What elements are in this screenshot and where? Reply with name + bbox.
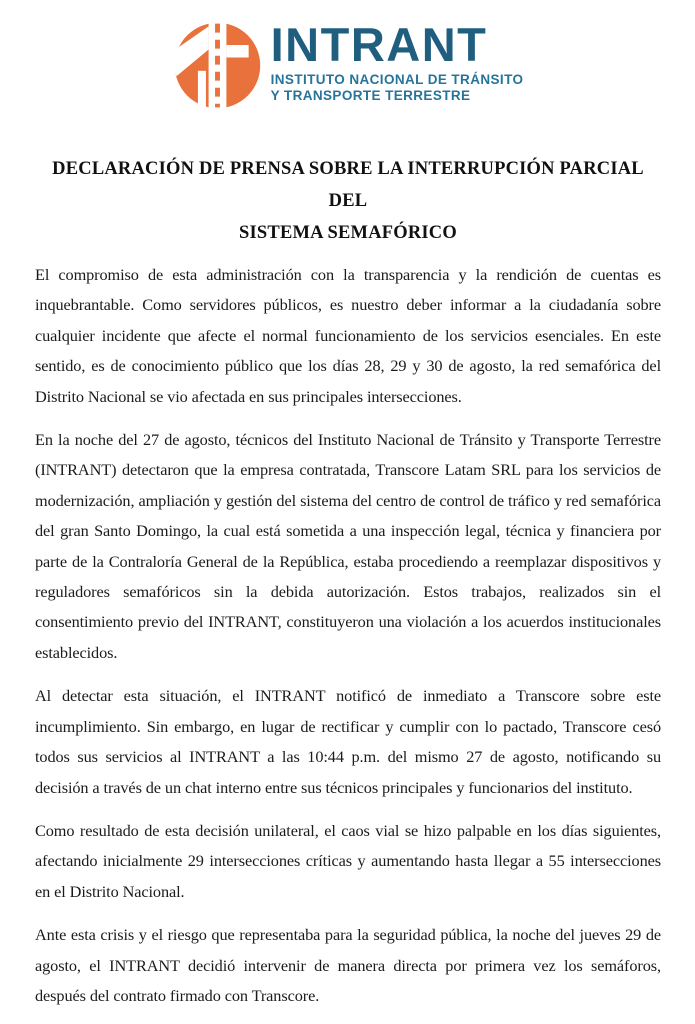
document-body: [35, 260, 661, 1011]
paragraph-4: Como resultado de esta decisión unilateral, el caos vial se hizo palpable en los días siguientes, afectando inicialmente 29 intersecciones críticas y aumentando hasta llegar a 55 intersecciones en el Distrito Nacional.: [35, 820, 661, 901]
paragraph-5: Ante esta crisis y el riesgo que representaba para la seguridad pública, la noche del jueves 29 de agosto, el INTRANT decidió intervenir de manera directa por primera vez los semáforos, después del contrato firmado con Transcore.: [35, 925, 661, 1005]
logo-wordmark: INTRANT: [270, 18, 488, 71]
logo-text-block: [271, 20, 524, 104]
paragraph-2: En la noche del 27 de agosto, técnicos del Instituto Nacional de Tránsito y Transporte Terrestre (INTRANT) detectaron que la empresa contratada, Transcore Latam SRL para los servicios de modernización, ampliación y gestión del sistema del centro de control de tráfico y red semafórica del gran Santo Domingo, la cual está sometida a una inspección legal, técnica y financiera por parte de la Contraloría General de la República, estaba procediendo a reemplazar dispositivos y reguladores semafóricos sin la debida autorización. Estos trabajos, realizados sin el consentimiento previo del INTRANT, constituyeron una violación a los acuerdos institucionales establecidos.: [35, 430, 661, 662]
paragraph-1: El compromiso de esta administración con la transparencia y la rendición de cuentas es inquebrantable. Como servidores públicos, es nuestro deber informar a la ciudadanía sobre cualquier incidente que afecte el normal funcionamiento de los servicios esenciales. En este sentido, es de conocimiento público que los días 28, 29 y 30 de agosto, la red semafórica del Distrito Nacional se vio afectada en sus principales intersecciones.: [35, 265, 661, 406]
logo-subtitle-line1: INSTITUTO NACIONAL DE TRÁNSITO: [270, 72, 524, 87]
intrant-logo: [35, 20, 661, 111]
logo-subtitle-line2: Y TRANSPORTE TERRESTRE: [270, 88, 471, 103]
document-title-line2: SISTEMA SEMAFÓRICO: [239, 223, 457, 243]
paragraph-3: Al detectar esta situación, el INTRANT notificó de inmediato a Transcore sobre este incumplimiento. Sin embargo, en lugar de rectificar y cumplir con lo pactado, Transcore cesó todos sus servicios al INTRANT a las 10:44 p.m. del mismo 27 de agosto, notificando su decisión a través de un chat interno entre sus técnicos principales y funcionarios del instituto.: [35, 686, 661, 797]
document-title-line1: DECLARACIÓN DE PRENSA SOBRE LA INTERRUPCIÓN PARCIAL DEL: [52, 159, 644, 211]
road-circle-icon: [173, 20, 262, 111]
document-title: [35, 153, 661, 249]
